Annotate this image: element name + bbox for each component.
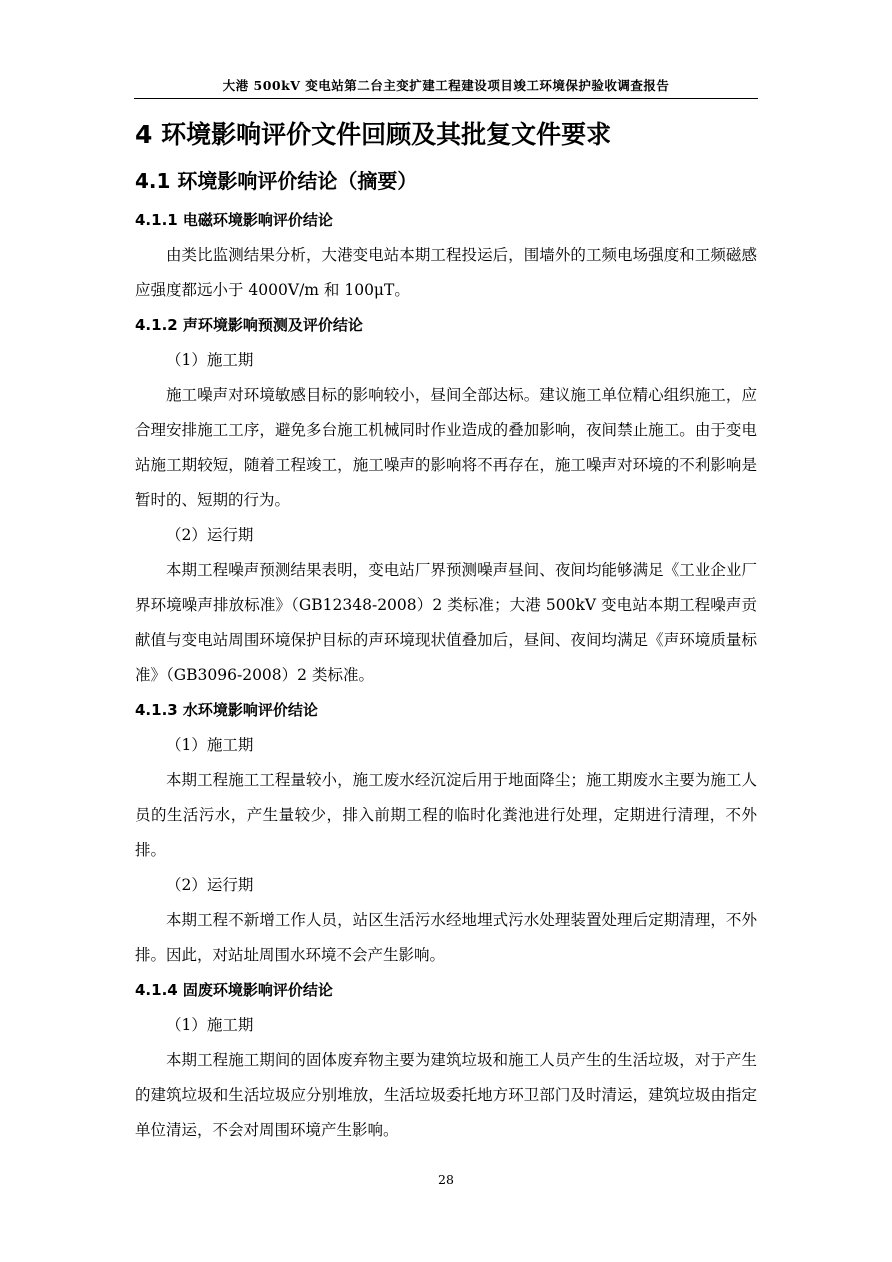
paragraph-water-construction: 本期工程施工工程量较小，施工废水经沉淀后用于地面降尘；施工期废水主要为施工人员的生活污水，产生量较少，排入前期工程的临时化粪池进行处理，定期进行清理，不外排。 — [135, 771, 757, 859]
paragraph-water-operation: 本期工程不新增工作人员，站区生活污水经地埋式污水处理装置处理后定期清理，不外排。因此，对站址周围水环境不会产生影响。 — [135, 911, 757, 964]
sub-heading-operation: （2）运行期 — [166, 526, 254, 544]
header-rule — [134, 98, 758, 99]
subsection-title-4-1-4: 4.1.4 固废环境影响评价结论 — [135, 981, 333, 999]
page-content — [135, 115, 757, 1148]
paragraph-solid-waste-construction: 本期工程施工期间的固体废弃物主要为建筑垃圾和施工人员产生的生活垃圾，对于产生的建筑垃圾和生活垃圾应分别堆放，生活垃圾委托地方环卫部门及时清运，建筑垃圾由指定单位清运，不会对周围环境产生影响。 — [135, 1051, 757, 1139]
sub-heading-operation: （2）运行期 — [166, 876, 254, 894]
subsection-title-4-1-2: 4.1.2 声环境影响预测及评价结论 — [135, 316, 363, 334]
chapter-title: 4 环境影响评价文件回顾及其批复文件要求 — [135, 120, 612, 149]
page-number: 28 — [438, 1172, 454, 1187]
paragraph-electromagnetic: 由类比监测结果分析，大港变电站本期工程投运后，围墙外的工频电场强度和工频磁感应强度都远小于 4000V/m 和 100μT。 — [135, 246, 757, 299]
paragraph-noise-construction: 施工噪声对环境敏感目标的影响较小，昼间全部达标。建议施工单位精心组织施工，应合理安排施工工序，避免多台施工机械同时作业造成的叠加影响，夜间禁止施工。由于变电站施工期较短，随着工程竣工，施工噪声的影响将不再存在，施工噪声对环境的不利影响是暂时的、短期的行为。 — [135, 386, 757, 509]
section-title: 4.1 环境影响评价结论（摘要） — [135, 169, 418, 193]
running-header: 大港 500kV 变电站第二台主变扩建工程建设项目竣工环境保护验收调查报告 — [222, 78, 670, 93]
sub-heading-construction: （1）施工期 — [166, 351, 254, 369]
sub-heading-construction: （1）施工期 — [166, 736, 254, 754]
sub-heading-construction: （1）施工期 — [166, 1016, 254, 1034]
subsection-title-4-1-3: 4.1.3 水环境影响评价结论 — [135, 701, 318, 719]
subsection-title-4-1-1: 4.1.1 电磁环境影响评价结论 — [135, 211, 333, 229]
paragraph-noise-operation: 本期工程噪声预测结果表明，变电站厂界预测噪声昼间、夜间均能够满足《工业企业厂界环境噪声排放标准》（GB12348-2008）2 类标准；大港 500kV 变电站本期工程噪声贡献值与变电站周围环境保护目标的声环境现状值叠加后，昼间、夜间均满足《声环境质量标准》（GB3096-2008）2 类标准。 — [135, 561, 757, 684]
